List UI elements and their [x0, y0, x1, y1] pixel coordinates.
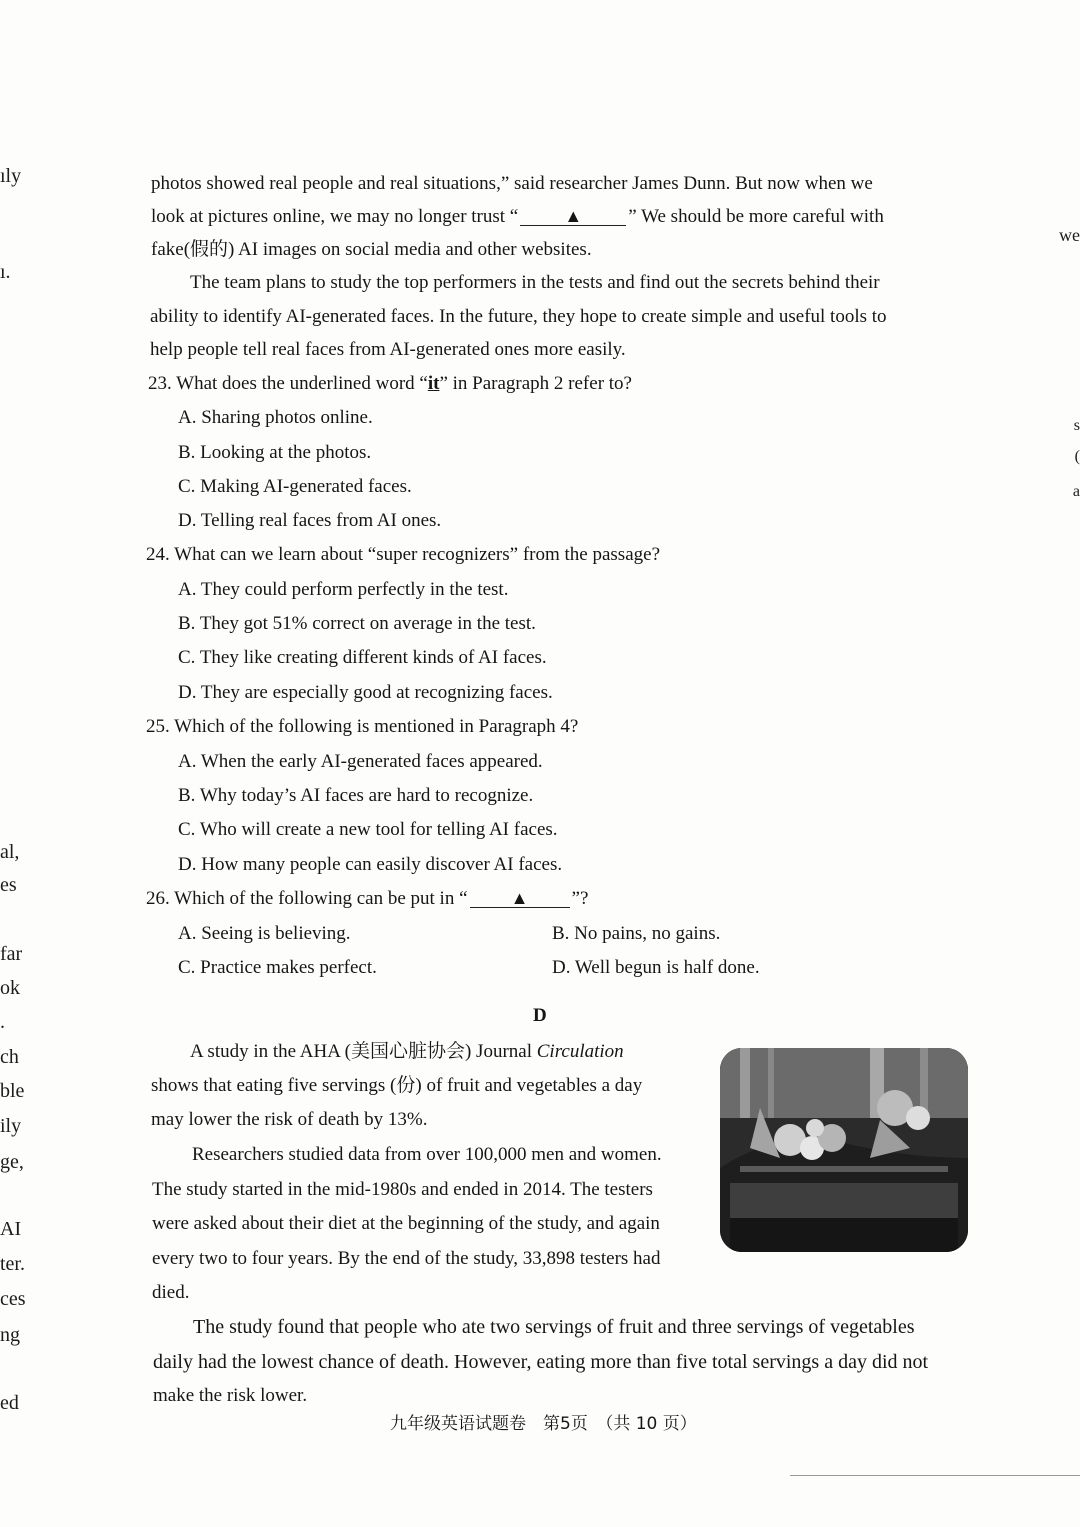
- margin-fragment: far: [0, 943, 23, 965]
- option-24-d: D. They are especially good at recognizing faces.: [178, 682, 553, 703]
- passage-text: look at pictures online, we may no longer trust “: [151, 206, 519, 227]
- stem-text: ” in Paragraph 2 refer to?: [439, 373, 632, 394]
- option-23-a: A. Sharing photos online.: [178, 407, 373, 428]
- journal-name: Circulation: [536, 1041, 624, 1062]
- margin-fragment: al,: [0, 841, 20, 863]
- option-25-a: A. When the early AI-generated faces appeared.: [178, 751, 543, 772]
- section-heading: D: [533, 1005, 547, 1026]
- passage-line: fake(假的) AI images on social media and other websites.: [151, 239, 592, 260]
- passage-line: [151, 207, 884, 226]
- stem-text: 23. What does the underlined word “: [148, 373, 428, 394]
- passage-line: The team plans to study the top performers in the tests and find out the secrets behind their: [190, 272, 880, 293]
- passage-line: were asked about their diet at the beginning of the study, and again: [152, 1213, 660, 1234]
- underlined-word: it: [427, 373, 440, 394]
- option-24-a: A. They could perform perfectly in the test.: [178, 579, 509, 600]
- page-footer: 九年级英语试题卷 第5页 （共 10 页）: [390, 1414, 697, 1434]
- margin-fragment: a: [1072, 483, 1080, 500]
- margin-fragment: we: [1059, 225, 1080, 245]
- passage-line: daily had the lowest chance of death. However, eating more than five total servings a day did not: [153, 1351, 929, 1373]
- option-23-b: B. Looking at the photos.: [178, 442, 372, 463]
- fruit-vegetable-photo: [720, 1048, 968, 1252]
- passage-text: ” We should be more careful with: [628, 206, 884, 227]
- passage-line: photos showed real people and real situations,” said researcher James Dunn. But now when we: [151, 173, 873, 194]
- question-25-stem: 25. Which of the following is mentioned in Paragraph 4?: [146, 716, 579, 737]
- option-24-b: B. They got 51% correct on average in the test.: [178, 613, 536, 634]
- option-26-b: B. No pains, no gains.: [552, 923, 721, 944]
- option-26-a: A. Seeing is believing.: [178, 923, 351, 944]
- passage-line: The study found that people who ate two servings of fruit and three servings of vegetables: [193, 1316, 915, 1338]
- passage-line: Researchers studied data from over 100,000 men and women.: [192, 1144, 662, 1165]
- margin-fragment: ily: [0, 1115, 22, 1137]
- passage-line: make the risk lower.: [153, 1385, 308, 1406]
- answer-blank: [520, 208, 626, 226]
- answer-blank: [470, 890, 570, 908]
- margin-fragment: ces: [0, 1288, 26, 1310]
- margin-fragment: ed: [0, 1392, 19, 1414]
- margin-fragment: ge,: [0, 1151, 24, 1173]
- option-26-d: D. Well begun is half done.: [552, 957, 760, 978]
- footer-rule: [790, 1475, 1080, 1476]
- margin-fragment: AI: [0, 1218, 22, 1240]
- question-24-stem: 24. What can we learn about “super recognizers” from the passage?: [146, 544, 661, 565]
- triangle-icon: ▲: [564, 206, 583, 226]
- margin-fragment: s: [1073, 417, 1080, 434]
- passage-line: ability to identify AI-generated faces. In the future, they hope to create simple and useful tools to: [150, 306, 887, 327]
- passage-line: every two to four years. By the end of the study, 33,898 testers had: [152, 1248, 661, 1269]
- margin-fragment: (: [1074, 448, 1080, 465]
- option-23-c: C. Making AI-generated faces.: [178, 476, 412, 497]
- question-23-stem: [148, 374, 632, 393]
- option-26-c: C. Practice makes perfect.: [178, 957, 377, 978]
- margin-fragment: ıly: [0, 165, 22, 187]
- stem-text: 26. Which of the following can be put in “: [146, 888, 468, 909]
- margin-fragment: es: [0, 874, 17, 896]
- option-25-b: B. Why today’s AI faces are hard to recognize.: [178, 785, 534, 806]
- passage-line: may lower the risk of death by 13%.: [151, 1109, 428, 1130]
- passage-line: died.: [152, 1282, 190, 1303]
- margin-fragment: ble: [0, 1080, 25, 1102]
- option-25-d: D. How many people can easily discover AI faces.: [178, 854, 563, 875]
- option-25-c: C. Who will create a new tool for telling AI faces.: [178, 819, 558, 840]
- passage-line: The study started in the mid-1980s and ended in 2014. The testers: [152, 1179, 653, 1200]
- question-26-stem: [146, 889, 588, 908]
- passage-line: [190, 1042, 624, 1061]
- margin-fragment: ch: [0, 1046, 19, 1068]
- passage-text: A study in the AHA (美国心脏协会) Journal: [190, 1041, 537, 1062]
- passage-line: help people tell real faces from AI-generated ones more easily.: [150, 339, 626, 360]
- margin-fragment: .: [0, 1011, 5, 1033]
- margin-fragment: ng: [0, 1324, 20, 1346]
- passage-line: shows that eating five servings (份) of fruit and vegetables a day: [151, 1075, 643, 1096]
- margin-fragment: ok: [0, 977, 20, 999]
- option-23-d: D. Telling real faces from AI ones.: [178, 510, 442, 531]
- option-24-c: C. They like creating different kinds of AI faces.: [178, 647, 547, 668]
- stem-text: ”?: [571, 888, 589, 909]
- triangle-icon: ▲: [510, 888, 529, 908]
- margin-fragment: ter.: [0, 1253, 25, 1275]
- margin-fragment: ı.: [0, 261, 11, 283]
